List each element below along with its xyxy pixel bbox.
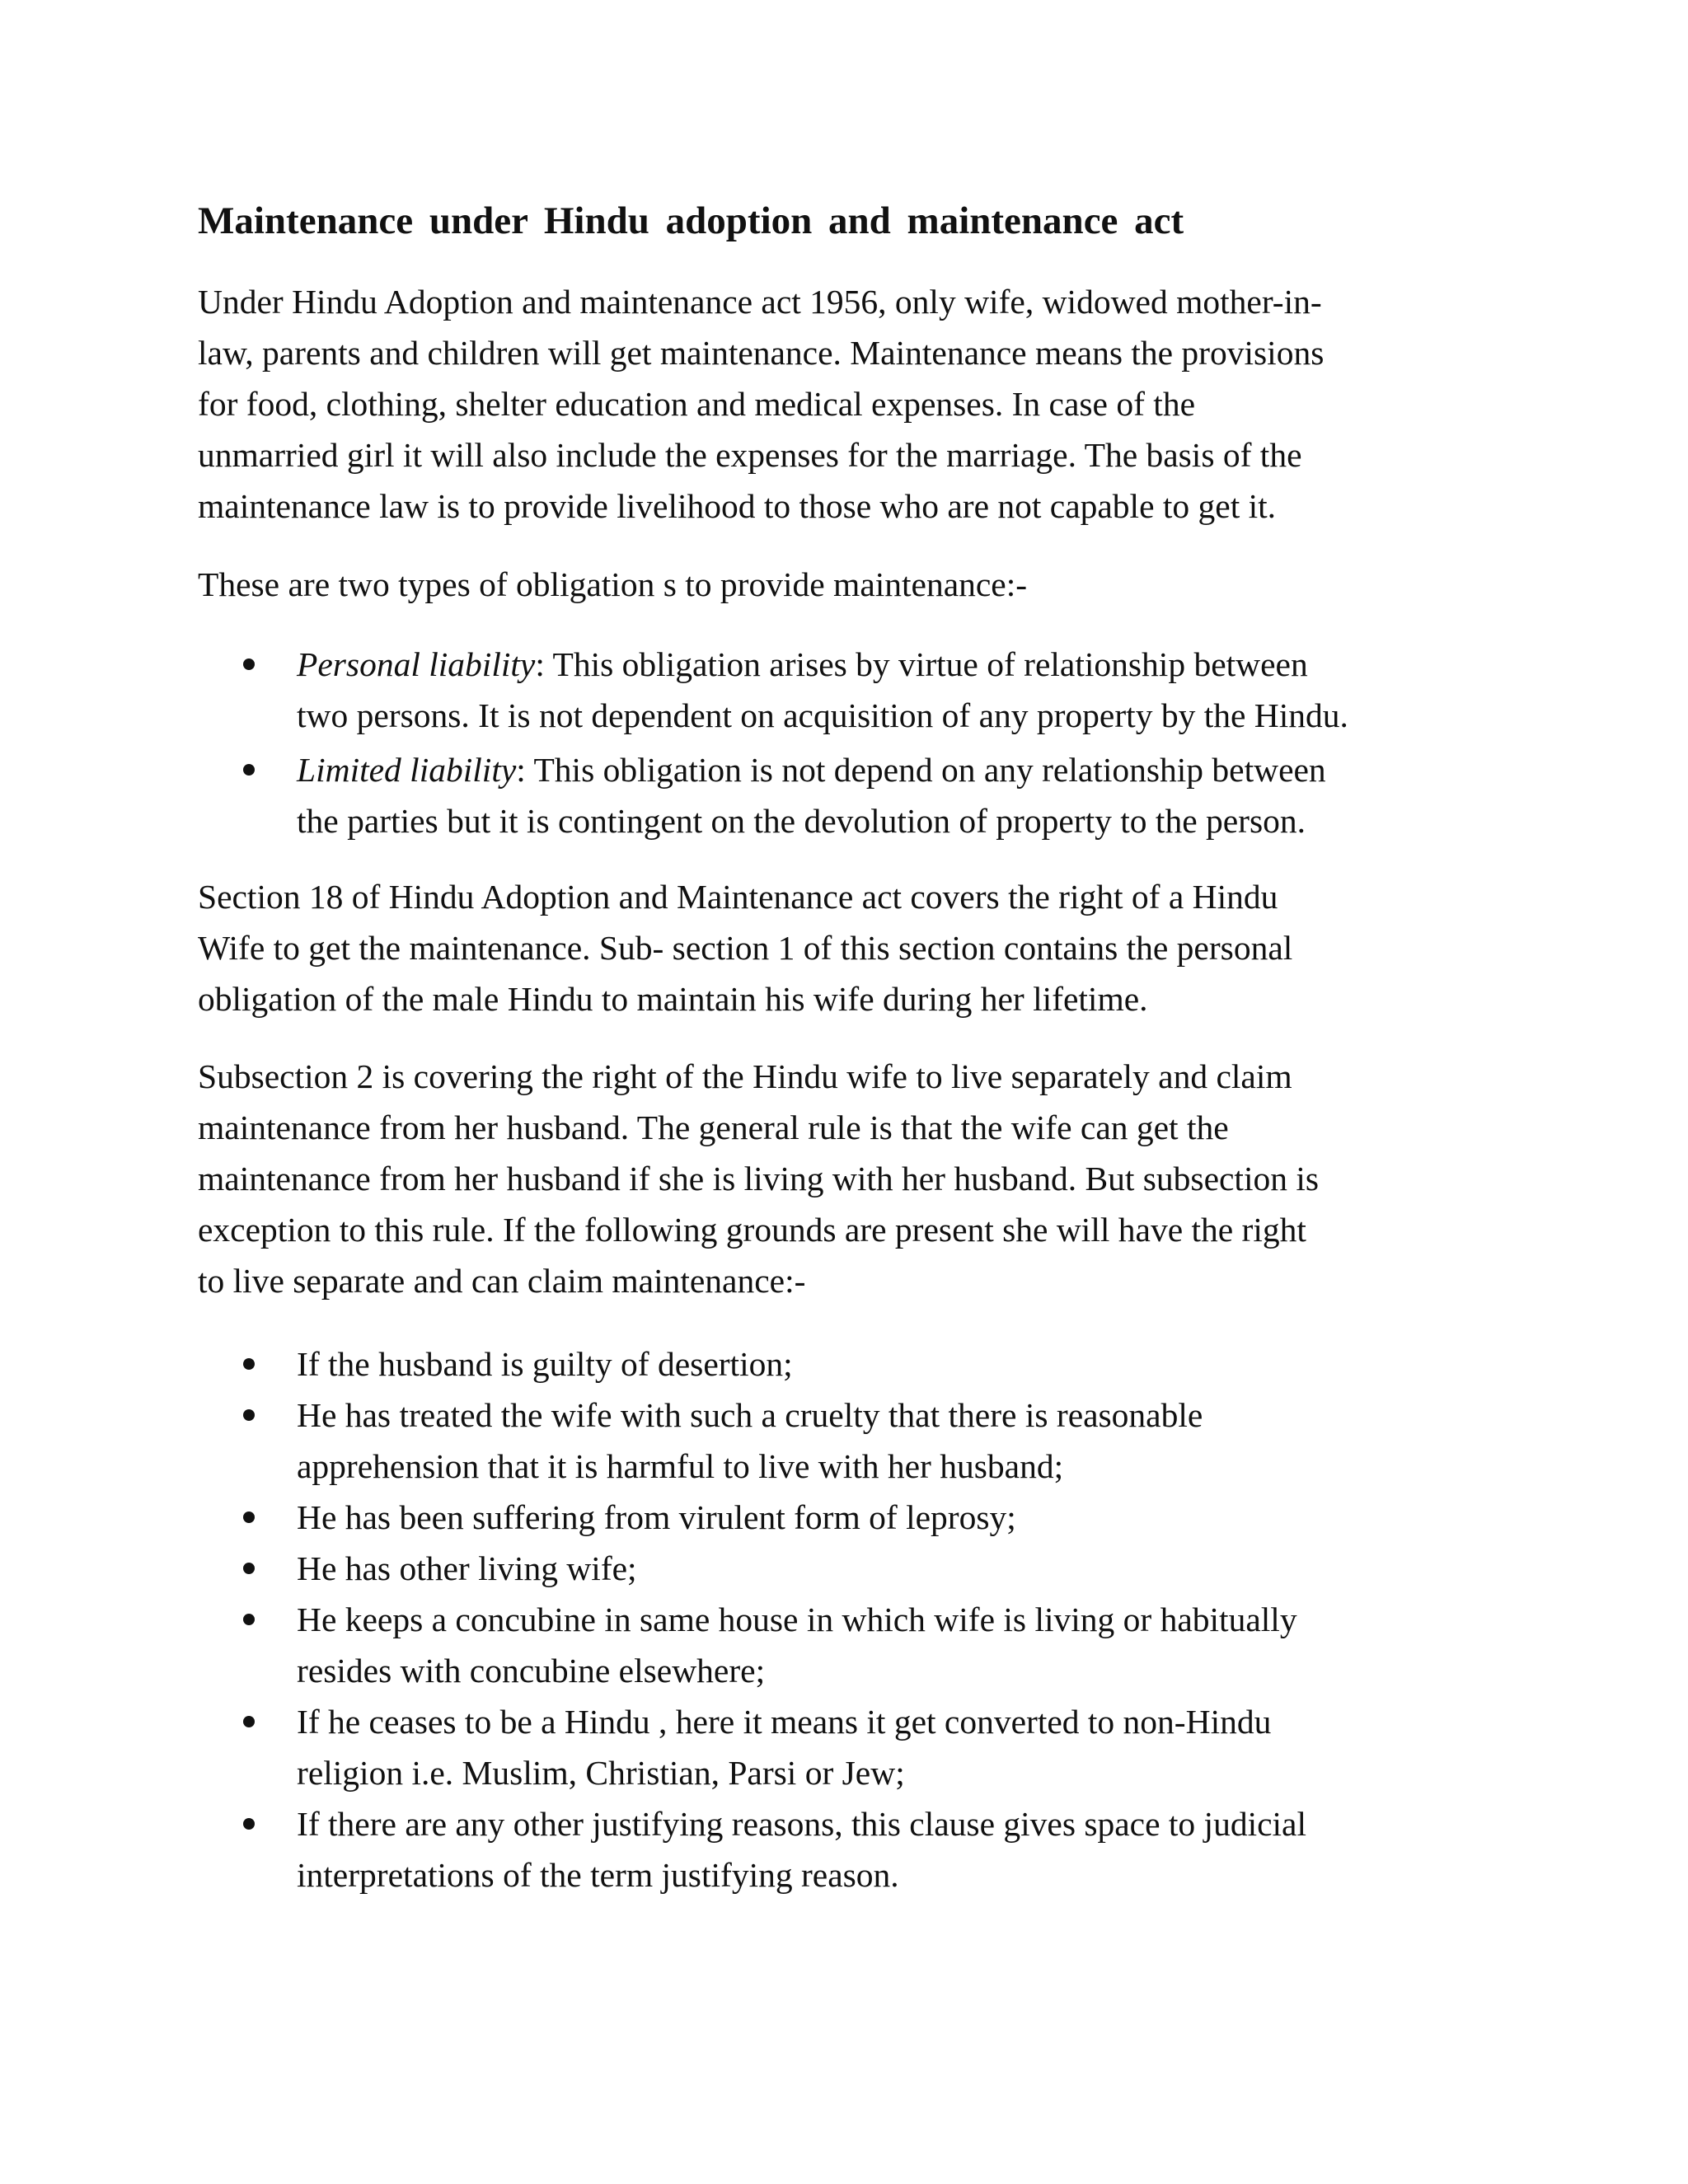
bullet-icon xyxy=(243,658,255,670)
list-item-line: resides with concubine elsewhere; xyxy=(297,1652,766,1690)
list-item xyxy=(198,1696,1533,1798)
list-item xyxy=(198,1338,1533,1390)
bullet-icon xyxy=(243,1716,255,1727)
subsection2-paragraph xyxy=(198,1051,1484,1306)
section18-line: obligation of the male Hindu to maintain his wife during her lifetime. xyxy=(198,980,1148,1018)
obligations-list xyxy=(198,639,1533,846)
list-item-line xyxy=(297,639,1533,690)
bullet-icon xyxy=(243,1511,255,1523)
list-item-line: two persons. It is not dependent on acquisition of any property by the Hindu. xyxy=(297,696,1348,734)
list-item-line: religion i.e. Muslim, Christian, Parsi or Jew; xyxy=(297,1754,905,1792)
bullet-icon xyxy=(243,1409,255,1421)
list-item xyxy=(198,1492,1533,1543)
list-item-line: the parties but it is contingent on the devolution of property to the person. xyxy=(297,802,1306,840)
bullet-icon xyxy=(243,1563,255,1574)
grounds-list xyxy=(198,1338,1533,1900)
list-item-line: interpretations of the term justifying reason. xyxy=(297,1856,899,1894)
section18-paragraph xyxy=(198,871,1484,1024)
list-item xyxy=(198,1543,1533,1594)
subsection2-line: maintenance from her husband. The general rule is that the wife can get the xyxy=(198,1108,1229,1146)
list-item-line: He keeps a concubine in same house in which wife is living or habitually xyxy=(297,1601,1297,1638)
list-item xyxy=(198,744,1533,846)
list-item-line: If he ceases to be a Hindu , here it means it get converted to non-Hindu xyxy=(297,1703,1272,1741)
list-item-line: If the husband is guilty of desertion; xyxy=(297,1345,793,1383)
subsection2-line: maintenance from her husband if she is living with her husband. But subsection is xyxy=(198,1160,1320,1197)
intro-line: for food, clothing, shelter education and medical expenses. In case of the xyxy=(198,385,1195,423)
obligation-term: Personal liability xyxy=(297,645,536,683)
subsection2-line: Subsection 2 is covering the right of the Hindu wife to live separately and claim xyxy=(198,1057,1292,1095)
intro-paragraph xyxy=(198,276,1484,532)
intro-line: law, parents and children will get maintenance. Maintenance means the provisions xyxy=(198,334,1325,372)
subsection2-line: exception to this rule. If the following grounds are present she will have the right xyxy=(198,1211,1306,1249)
list-item-line: apprehension that it is harmful to live with her husband; xyxy=(297,1447,1064,1485)
section18-line: Wife to get the maintenance. Sub- section 1 of this section contains the personal xyxy=(198,929,1293,967)
list-item xyxy=(198,1594,1533,1696)
bullet-icon xyxy=(243,1614,255,1625)
list-item-line: He has other living wife; xyxy=(297,1549,637,1587)
obligation-term: Limited liability xyxy=(297,751,517,789)
intro-line: unmarried girl it will also include the expenses for the marriage. The basis of the xyxy=(198,436,1302,474)
bullet-icon xyxy=(243,764,255,776)
intro-line: maintenance law is to provide livelihood to those who are not capable to get it. xyxy=(198,487,1277,525)
types-intro-line: These are two types of obligation s to provide maintenance:- xyxy=(198,565,1028,603)
section18-line: Section 18 of Hindu Adoption and Maintenance act covers the right of a Hindu xyxy=(198,878,1278,916)
subsection2-line: to live separate and can claim maintenance:- xyxy=(198,1262,806,1300)
obligation-desc: : This obligation arises by virtue of relationship between xyxy=(535,645,1308,683)
bullet-icon xyxy=(243,1358,255,1370)
list-item xyxy=(198,639,1533,741)
types-intro-paragraph xyxy=(198,559,1484,610)
list-item xyxy=(198,1798,1533,1900)
list-item-line: He has been suffering from virulent form of leprosy; xyxy=(297,1498,1016,1536)
obligation-desc: : This obligation is not depend on any relationship between xyxy=(516,751,1326,789)
intro-line: Under Hindu Adoption and maintenance act 1956, only wife, widowed mother-in- xyxy=(198,283,1322,321)
list-item-line xyxy=(297,744,1533,795)
document-title: Maintenance under Hindu adoption and maintenance act xyxy=(198,199,1184,242)
list-item-line: If there are any other justifying reasons, this clause gives space to judicial xyxy=(297,1805,1306,1843)
list-item-line: He has treated the wife with such a cruelty that there is reasonable xyxy=(297,1396,1203,1434)
list-item xyxy=(198,1390,1533,1492)
bullet-icon xyxy=(243,1818,255,1830)
